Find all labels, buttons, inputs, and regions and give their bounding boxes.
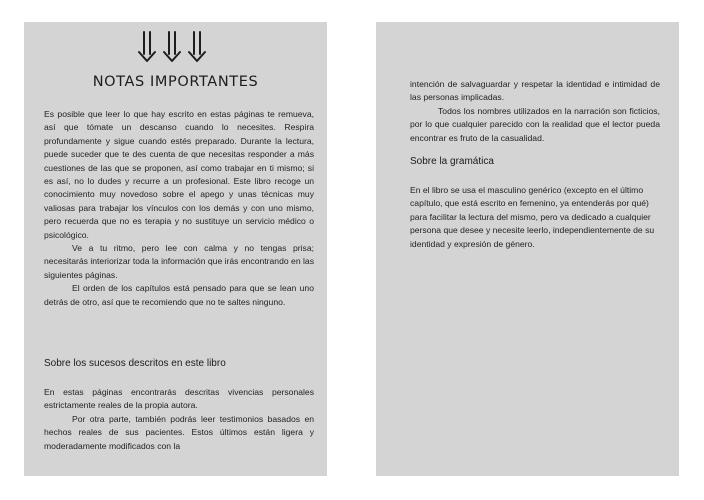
paragraph: En estas páginas encontrarás descritas vivencias personales estrictamente reales de la propia autora.: [44, 387, 314, 411]
paragraph: El orden de los capítulos está pensado para que se lean uno detrás de otro, así que te recomiendo que no te saltes ninguno.: [44, 283, 314, 307]
right-body-text: [410, 78, 660, 145]
paragraph: En el libro se usa el masculino genérico (excepto en el último capítulo, que está escrito en femenino, ya entenderás por qué) para facilitar la lectura del mismo, pero va dedicado a cualquier persona que desee y necesite leerlo, independientemente de su identidad y expresión de género.: [410, 185, 655, 249]
paragraph: intención de salvaguardar y respetar la identidad e intimidad de las personas implicadas.: [410, 79, 660, 103]
section-heading: Sobre los sucesos descritos en este libro: [44, 358, 226, 369]
right-body-text-2: [410, 184, 660, 251]
paragraph: Por otra parte, también podrás leer testimonios basados en hechos reales de sus pacientes. Estos últimos están ligera y moderadamente modificados con la: [44, 413, 314, 451]
section-heading: Sobre la gramática: [410, 156, 494, 167]
right-page: [376, 22, 679, 476]
left-body-text: [44, 108, 314, 309]
paragraph: Todos los nombres utilizados en la narración son ficticios, por lo que cualquier parecido con la realidad que el lector pueda encontrar es fruto de la casualidad.: [410, 105, 660, 143]
three-down-arrows-icon: [132, 28, 212, 68]
left-page: [24, 22, 327, 476]
left-body-text-2: [44, 386, 314, 453]
paragraph: Es posible que leer lo que hay escrito en estas páginas te remueva, así que tómate un descanso cuando lo necesites. Respira profundamente y sigue cuando estés preparado. Durante la lectura, puede suceder que te des cuenta de que necesitas responder a más cuestiones de las que se proponen, así como trabajar en ti mismo; si es así, no lo dudes y recurre a un profesional. Este libro recoge un conocimiento muy novedoso sobre el apego y unas técnicas muy valiosas para trabajar los vínculos con los demás y con uno mismo, pero recuerda que no es terapia y no sustituye un servicio médico o psicológico.: [44, 109, 314, 240]
paragraph: Ve a tu ritmo, pero lee con calma y no tengas prisa; necesitarás interiorizar toda la información que irás encontrando en las siguientes páginas.: [44, 243, 314, 280]
page-title: NOTAS IMPORTANTES: [92, 74, 259, 90]
